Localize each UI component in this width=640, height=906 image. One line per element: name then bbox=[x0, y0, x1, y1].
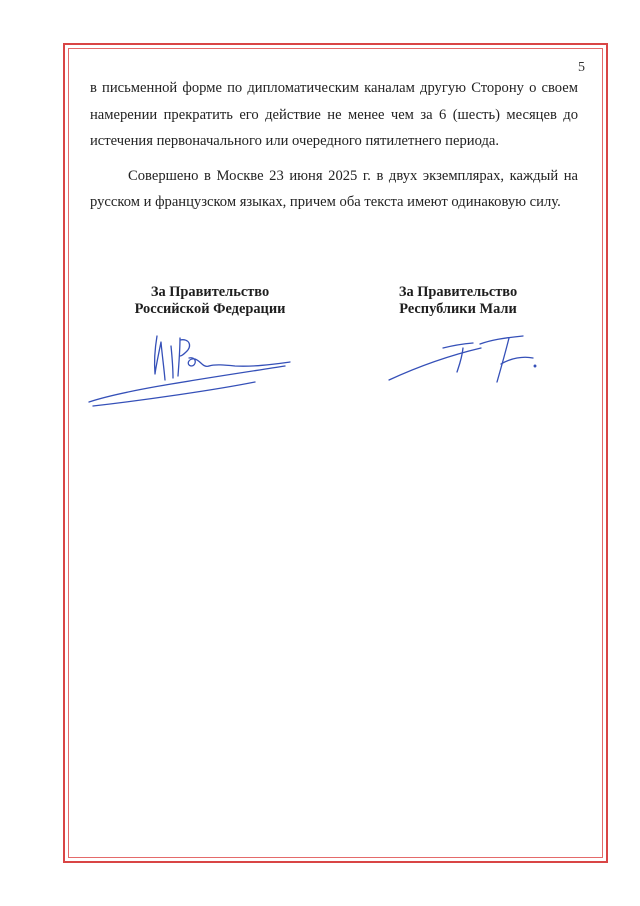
signatory-russia-line1: За Правительство bbox=[150, 284, 270, 300]
page-number: 5 bbox=[578, 60, 585, 75]
signature-mali bbox=[385, 326, 545, 386]
paragraph-termination-notice: в письменной форме по дипломатическим каналам другую Сторону о своем намерении прекратить его действие не менее чем за 6 (шесть) месяцев до истечения первоначального или очередного пятилетнего периода. bbox=[90, 80, 578, 149]
signatory-russia bbox=[110, 284, 310, 318]
signatory-mali bbox=[358, 284, 558, 318]
signatory-mali-line1: За Правительство bbox=[398, 284, 518, 300]
document-body bbox=[90, 75, 578, 224]
signatory-russia-line2: Российской Федерации bbox=[134, 301, 286, 317]
paragraph-done-at: Совершено в Москве 23 июня 2025 г. в двух экземплярах, каждый на русском и французском языках, причем оба текста имеют одинаковую силу. bbox=[90, 167, 578, 210]
signatory-mali-line2: Республики Мали bbox=[399, 301, 517, 317]
signature-russia bbox=[85, 328, 295, 410]
